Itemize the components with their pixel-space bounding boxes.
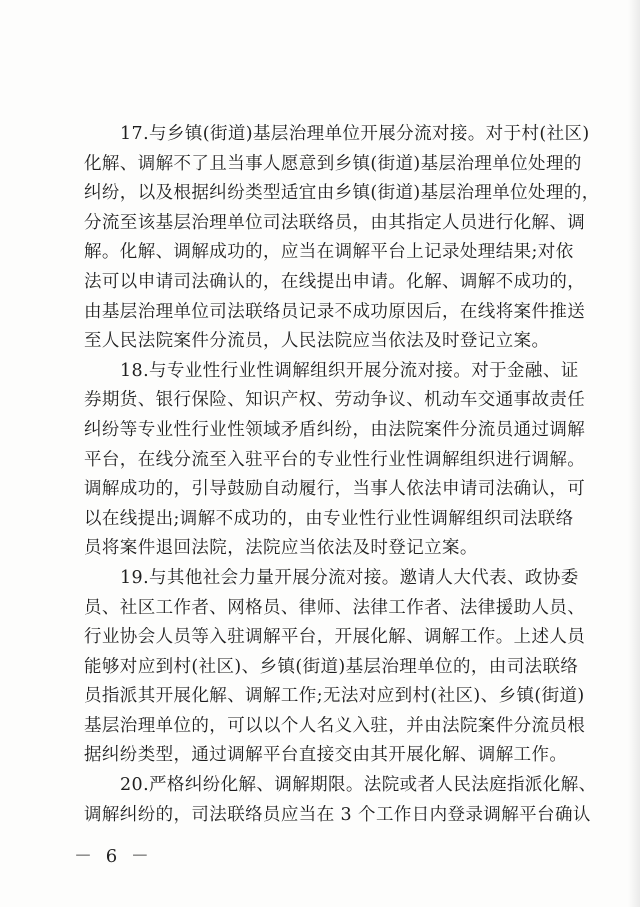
text-line: 行业协会人员等入驻调解平台，开展化解、调解工作。上述人员: [84, 627, 586, 648]
text-line: 法可以申请司法确认的，在线提出申请。化解、调解不成功的，: [84, 271, 586, 292]
paragraph-20: [84, 771, 597, 830]
page-number: － 6 －: [74, 846, 153, 867]
paragraph-19: [84, 564, 586, 771]
text-line: 20.严格纠纷化解、调解期限。法院或者人民法庭指派化解、: [120, 775, 597, 796]
text-line: 员指派其开展化解、调解工作;无法对应到村(社区)、乡镇(街道): [84, 686, 585, 707]
text-line: 能够对应到村(社区)、乡镇(街道)基层治理单位的，由司法联络: [84, 656, 579, 677]
text-line: 分流至该基层治理单位司法联络员，由其指定人员进行化解、调: [84, 212, 586, 233]
text-line: 由基层治理单位司法联络员记录不成功原因后，在线将案件推送: [84, 301, 586, 322]
text-line: 以在线提出;调解不成功的，由专业性行业性调解组织司法联络: [84, 508, 574, 529]
text-line: 员、社区工作者、网格员、律师、法律工作者、法律援助人员、: [84, 597, 586, 618]
text-line: 至人民法院案件分流员，人民法院应当依法及时登记立案。: [84, 331, 550, 352]
paragraph-17: [84, 120, 600, 357]
text-line: 员将案件退回法院，法院应当依法及时登记立案。: [84, 538, 478, 559]
paragraph-18: [84, 357, 586, 564]
text-line: 纠纷，以及根据纠纷类型适宜由乡镇(街道)基层治理单位处理的，: [84, 183, 600, 204]
document-body: [84, 120, 600, 830]
text-line: 调解纠纷的，司法联络员应当在 3 个工作日内登录调解平台确认: [84, 804, 591, 825]
page-edge-shadow: [628, 0, 640, 907]
text-line: 解。化解、调解成功的，应当在调解平台上记录处理结果;对依: [84, 242, 574, 263]
text-line: 19.与其他社会力量开展分流对接。邀请人大代表、政协委: [120, 567, 579, 588]
text-line: 平台，在线分流至入驻平台的专业性行业性调解组织进行调解。: [84, 449, 586, 470]
text-line: 据纠纷类型，通过调解平台直接交由其开展化解、调解工作。: [84, 745, 568, 766]
text-line: 纠纷等专业性行业性领域矛盾纠纷，由法院案件分流员通过调解: [84, 419, 586, 440]
text-line: 18.与专业性行业性调解组织开展分流对接。对于金融、证: [120, 360, 579, 381]
text-line: 调解成功的，引导鼓励自动履行，当事人依法申请司法确认，可: [84, 479, 586, 500]
text-line: 17.与乡镇(街道)基层治理单位开展分流对接。对于村(社区): [120, 124, 590, 144]
text-line: 基层治理单位的，可以以个人名义入驻，并由法院案件分流员根: [84, 715, 586, 736]
text-line: 化解、调解不了且当事人愿意到乡镇(街道)基层治理单位处理的: [84, 153, 582, 174]
text-line: 券期货、银行保险、知识产权、劳动争议、机动车交通事故责任: [84, 390, 586, 411]
